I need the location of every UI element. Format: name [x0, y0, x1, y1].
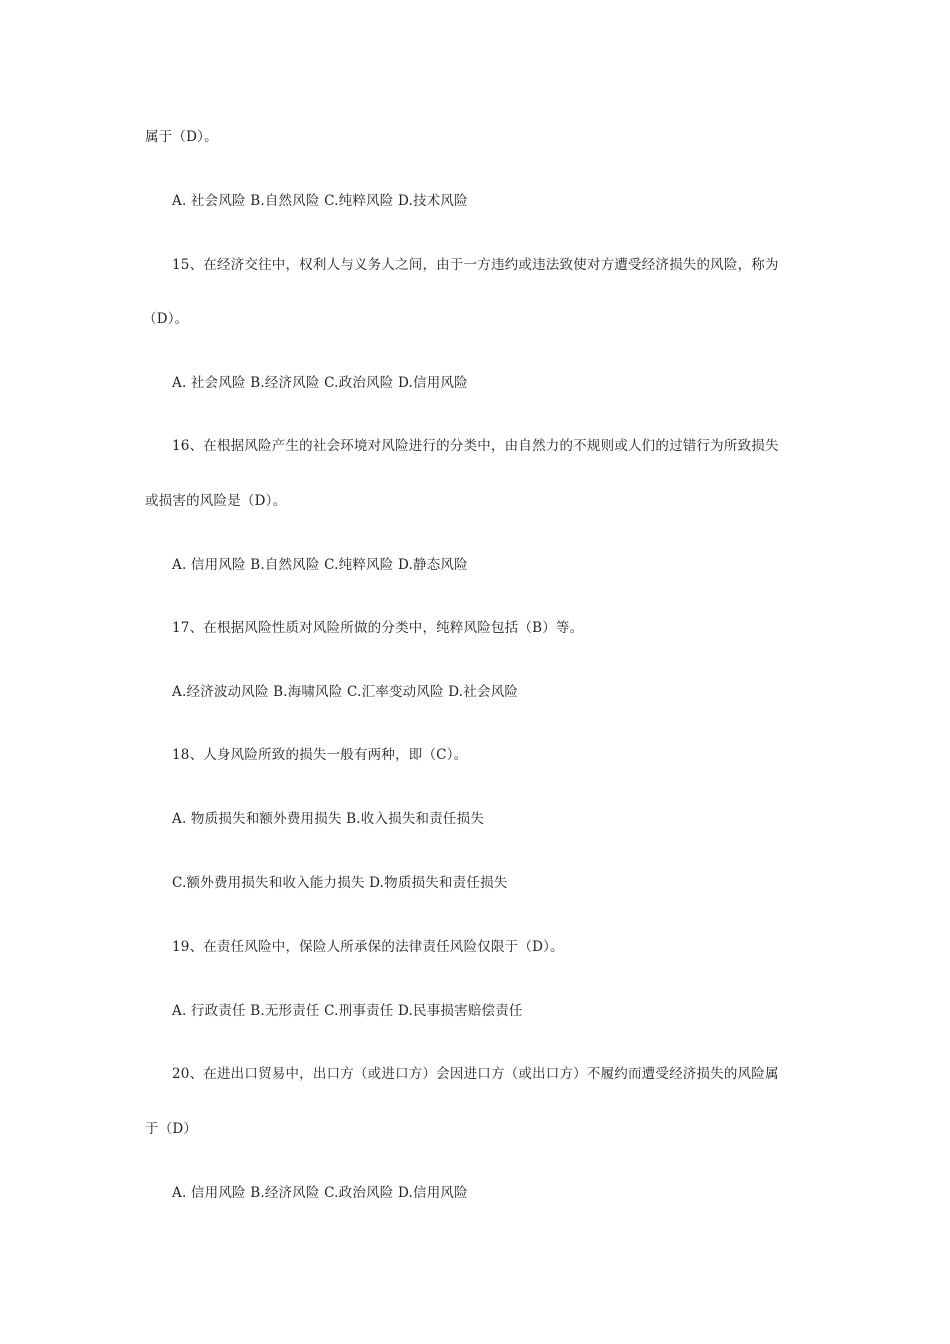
text-line-q16-question: 16、在根据风险产生的社会环境对风险进行的分类中，由自然力的不规则或人们的过错行为所致损失 — [172, 438, 779, 454]
text-line-q18-options-cd: C.额外费用损失和收入能力损失 D.物质损失和责任损失 — [172, 875, 508, 891]
text-line-q16-continuation: 或损害的风险是（D）。 — [145, 493, 287, 509]
text-line-q20-options: A. 信用风险 B.经济风险 C.政治风险 D.信用风险 — [172, 1185, 468, 1201]
text-line-q15-continuation: （D）。 — [143, 311, 189, 327]
text-line-q20-question: 20、在进出口贸易中，出口方（或进口方）会因进口方（或出口方）不履约而遭受经济损失的风险属 — [172, 1066, 779, 1082]
text-line-q17-options: A.经济波动风险 B.海啸风险 C.汇率变动风险 D.社会风险 — [172, 684, 519, 700]
text-line-q14-options: A. 社会风险 B.自然风险 C.纯粹风险 D.技术风险 — [172, 193, 468, 209]
text-line-q19-options: A. 行政责任 B.无形责任 C.刑事责任 D.民事损害赔偿责任 — [172, 1003, 523, 1019]
text-line-q14-continuation: 属于（D）。 — [145, 129, 218, 145]
text-line-q18-question: 18、人身风险所致的损失一般有两种，即（C）。 — [172, 747, 468, 763]
text-line-q19-question: 19、在责任风险中，保险人所承保的法律责任风险仅限于（D）。 — [172, 939, 564, 955]
text-line-q15-question: 15、在经济交往中，权利人与义务人之间，由于一方违约或违法致使对方遭受经济损失的风险，称为 — [172, 257, 779, 273]
text-line-q16-options: A. 信用风险 B.自然风险 C.纯粹风险 D.静态风险 — [172, 557, 468, 573]
text-line-q15-options: A. 社会风险 B.经济风险 C.政治风险 D.信用风险 — [172, 375, 468, 391]
text-line-q17-question: 17、在根据风险性质对风险所做的分类中，纯粹风险包括（B）等。 — [172, 620, 584, 636]
text-line-q18-options-ab: A. 物质损失和额外费用损失 B.收入损失和责任损失 — [172, 811, 485, 827]
text-line-q20-continuation: 于（D） — [145, 1121, 198, 1137]
